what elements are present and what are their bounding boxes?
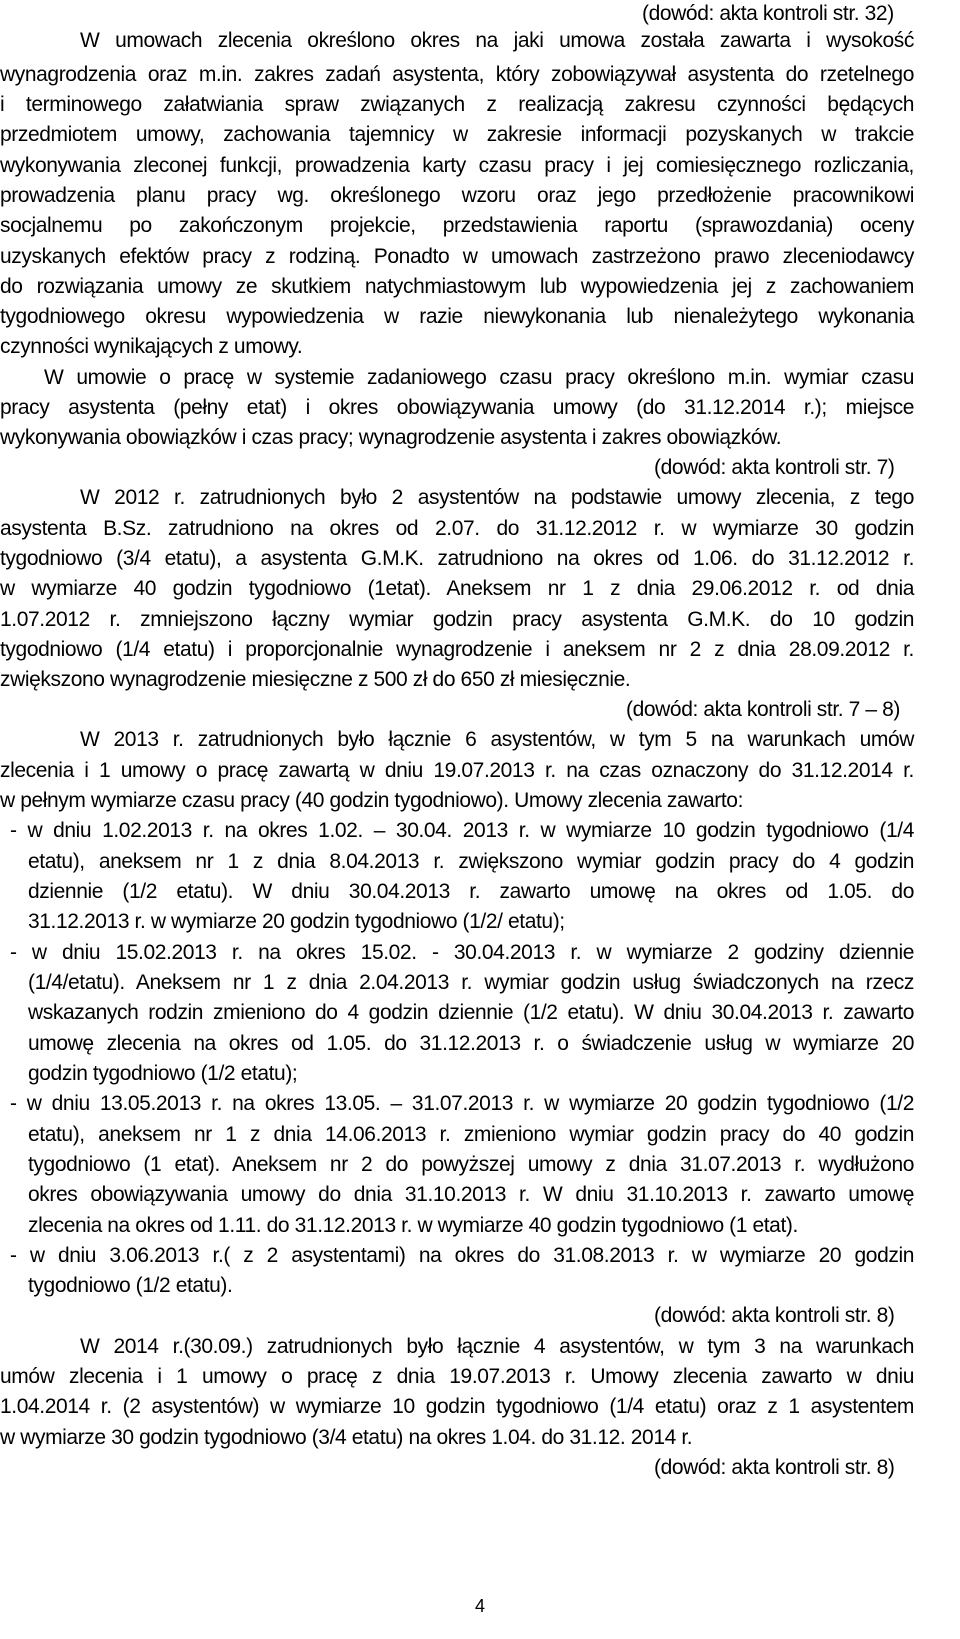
paragraph-line: przedmiotem umowy, zachowania tajemnicy w zakresie informacji pozyskanych w trakcie xyxy=(0,123,914,146)
paragraph-line: asystenta B.Sz. zatrudniono na okres od 2.07. do 31.12.2012 r. w wymiarze 30 godzin xyxy=(0,517,914,540)
paragraph-line: prowadzenia planu pracy wg. określonego wzoru oraz jego przedłożenie pracownikowi xyxy=(0,184,914,207)
paragraph-line: w pełnym wymiarze czasu pracy (40 godzin tygodniowo). Umowy zlecenia zawarto: xyxy=(0,789,744,812)
list-item-line: - w dniu 3.06.2013 r.( z 2 asystentami) na okres do 31.08.2013 r. w wymiarze 20 godzin xyxy=(10,1244,914,1267)
list-item-line: etatu), aneksem nr 1 z dnia 14.06.2013 r. zmieniono wymiar godzin pracy do 40 godzin xyxy=(28,1123,914,1146)
list-item-line: wskazanych rodzin zmieniono do 4 godzin dziennie (1/2 etatu). W dniu 30.04.2013 r. zawarto xyxy=(28,1001,914,1024)
paragraph-line: W 2013 r. zatrudnionych było łącznie 6 asystentów, w tym 5 na warunkach umów xyxy=(80,728,914,751)
paragraph-line: pracy asystenta (pełny etat) i okres obowiązywania umowy (do 31.12.2014 r.); miejsce xyxy=(0,396,914,419)
paragraph-line: w wymiarze 30 godzin tygodniowo (3/4 etatu) na okres 1.04. do 31.12. 2014 r. xyxy=(0,1426,693,1449)
paragraph-line: zwiększono wynagrodzenie miesięczne z 500 zł do 650 zł miesięcznie. xyxy=(0,668,631,691)
list-item-line: godzin tygodniowo (1/2 etatu); xyxy=(28,1062,298,1085)
paragraph-line: tygodniowego okresu wypowiedzenia w razie niewykonania lub nienależytego wykonania xyxy=(0,305,914,328)
evidence-note: (dowód: akta kontroli str. 32) xyxy=(642,2,894,25)
paragraph-line: 1.07.2012 r. zmniejszono łączny wymiar godzin pracy asystenta G.M.K. do 10 godzin xyxy=(0,608,914,631)
list-item-line: umowę zlecenia na okres od 1.05. do 31.12.2013 r. o świadczenie usług w wymiarze 20 xyxy=(28,1032,914,1055)
list-item-line: dziennie (1/2 etatu). W dniu 30.04.2013 r. zawarto umowę na okres od 1.05. do xyxy=(28,880,914,903)
paragraph-line: W 2012 r. zatrudnionych było 2 asystentów na podstawie umowy zlecenia, z tego xyxy=(80,486,914,509)
list-item-line: etatu), aneksem nr 1 z dnia 8.04.2013 r. zwiększono wymiar godzin pracy do 4 godzin xyxy=(28,850,914,873)
paragraph-line: uzyskanych efektów pracy z rodziną. Ponadto w umowach zastrzeżono prawo zleceniodawcy xyxy=(0,245,914,268)
paragraph-line: wykonywania obowiązków i czas pracy; wynagrodzenie asystenta i zakres obowiązków. xyxy=(0,426,782,449)
list-item-line: 31.12.2013 r. w wymiarze 20 godzin tygodniowo (1/2/ etatu); xyxy=(28,910,565,933)
evidence-note: (dowód: akta kontroli str. 8) xyxy=(654,1304,895,1327)
paragraph-line: w wymiarze 40 godzin tygodniowo (1etat). Aneksem nr 1 z dnia 29.06.2012 r. od dnia xyxy=(0,577,914,600)
paragraph-line: tygodniowo (3/4 etatu), a asystenta G.M.K. zatrudniono na okres od 1.06. do 31.12.2012 r. xyxy=(0,547,914,570)
list-item-line: zlecenia na okres od 1.11. do 31.12.2013 r. w wymiarze 40 godzin tygodniowo (1 etat). xyxy=(28,1214,798,1237)
list-item-line: - w dniu 13.05.2013 r. na okres 13.05. – 31.07.2013 r. w wymiarze 20 godzin tygodniowo (1/2 xyxy=(10,1092,914,1115)
evidence-note: (dowód: akta kontroli str. 7) xyxy=(654,456,895,479)
paragraph-line: umów zlecenia i 1 umowy o pracę z dnia 19.07.2013 r. Umowy zlecenia zawarto w dniu xyxy=(0,1365,914,1388)
list-item-line: tygodniowo (1 etat). Aneksem nr 2 do powyższej umowy z dnia 31.07.2013 r. wydłużono xyxy=(28,1153,914,1176)
paragraph-line: 1.04.2014 r. (2 asystentów) w wymiarze 10 godzin tygodniowo (1/4 etatu) oraz z 1 asystentem xyxy=(0,1395,914,1418)
list-item-line: - w dniu 1.02.2013 r. na okres 1.02. – 30.04. 2013 r. w wymiarze 10 godzin tygodniowo (1/4 xyxy=(10,819,914,842)
paragraph-line: wykonywania zleconej funkcji, prowadzenia karty czasu pracy i jej comiesięcznego rozliczania, xyxy=(0,154,914,177)
list-item-line: - w dniu 15.02.2013 r. na okres 15.02. - 30.04.2013 r. w wymiarze 2 godziny dziennie xyxy=(10,941,914,964)
list-item-line: tygodniowo (1/2 etatu). xyxy=(28,1274,233,1297)
paragraph-line: czynności wynikających z umowy. xyxy=(0,335,303,358)
paragraph-line: i terminowego załatwiania spraw związanych z realizacją zakresu czynności będących xyxy=(0,93,914,116)
paragraph-line: W umowie o pracę w systemie zadaniowego czasu pracy określono m.in. wymiar czasu xyxy=(44,366,914,389)
evidence-note: (dowód: akta kontroli str. 7 – 8) xyxy=(626,698,900,721)
list-item-line: okres obowiązywania umowy do dnia 31.10.2013 r. W dniu 31.10.2013 r. zawarto umowę xyxy=(28,1183,914,1206)
paragraph-line: wynagrodzenia oraz m.in. zakres zadań asystenta, który zobowiązywał asystenta do rzetelnego xyxy=(0,63,914,86)
page-number: 4 xyxy=(474,1596,485,1616)
paragraph-line: do rozwiązania umowy ze skutkiem natychmiastowym lub wypowiedzenia jej z zachowaniem xyxy=(0,275,914,298)
paragraph-line: socjalnemu po zakończonym projekcie, przedstawienia raportu (sprawozdania) oceny xyxy=(0,214,914,237)
paragraph-line: tygodniowo (1/4 etatu) i proporcjonalnie wynagrodzenie i aneksem nr 2 z dnia 28.09.2012 r. xyxy=(0,638,914,661)
evidence-note: (dowód: akta kontroli str. 8) xyxy=(654,1456,895,1479)
paragraph-line: zlecenia i 1 umowy o pracę zawartą w dniu 19.07.2013 r. na czas oznaczony do 31.12.2014 r. xyxy=(0,759,914,782)
paragraph-line: W 2014 r.(30.09.) zatrudnionych było łącznie 4 asystentów, w tym 3 na warunkach xyxy=(80,1335,914,1358)
paragraph-line: W umowach zlecenia określono okres na jaki umowa została zawarta i wysokość xyxy=(80,29,914,52)
list-item-line: (1/4/etatu). Aneksem nr 1 z dnia 2.04.2013 r. wymiar godzin usług świadczonych na rzecz xyxy=(28,971,914,994)
